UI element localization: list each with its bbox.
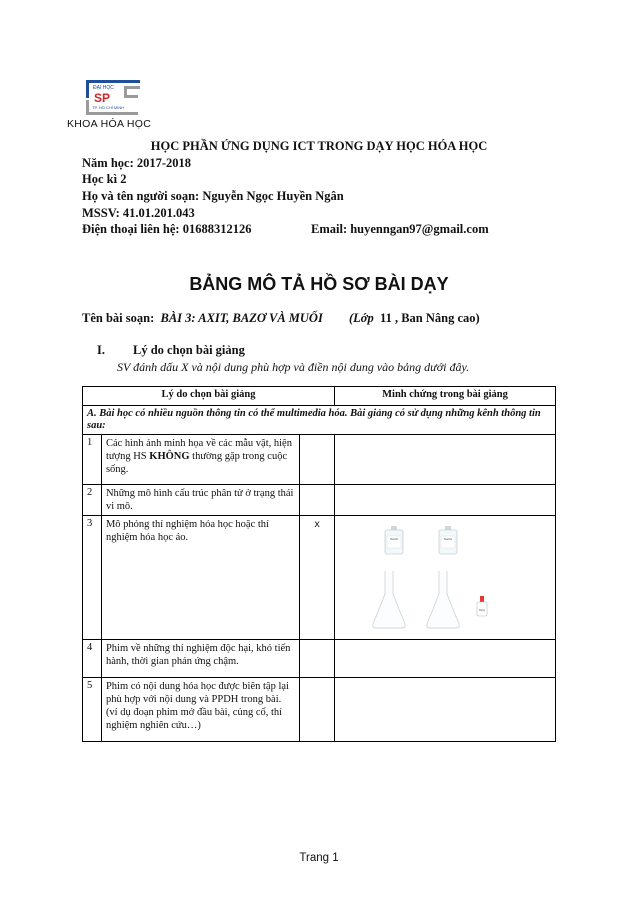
lesson-name: BÀI 3: AXIT, BAZƠ VÀ MUỐI <box>160 311 323 325</box>
row-number: 3 <box>83 516 102 640</box>
row-checkbox[interactable] <box>300 485 335 516</box>
row-checkbox[interactable]: x <box>300 516 335 640</box>
row-description: Phim có nội dung hóa học được biên tập lại phù hợp với nội dung và PPDH trong bài. (ví dụ đoạn phim mở đầu bài, củng cố, thí nghiệm nghiên cứu…) <box>101 678 299 742</box>
reagent-bottle-icon <box>385 526 403 554</box>
lab-glassware-illustration <box>335 516 555 636</box>
row-evidence[interactable] <box>335 485 556 516</box>
page-footer: Trang 1 <box>299 852 339 864</box>
lesson-label: Tên bài soạn: <box>82 311 155 325</box>
row-checkbox[interactable] <box>300 640 335 678</box>
row-number: 5 <box>83 678 102 742</box>
row-evidence[interactable] <box>335 640 556 678</box>
student-id: MSSV: 41.01.201.043 <box>82 206 195 220</box>
email: Email: huyenngan97@gmail.com <box>311 222 489 236</box>
table-row <box>83 516 556 640</box>
erlenmeyer-flask-icon <box>427 571 459 628</box>
row-description: Mô phỏng thí nghiệm hóa học hoặc thí nghiệm hóa học ảo. <box>101 516 299 640</box>
document-title: BẢNG MÔ TẢ HỒ SƠ BÀI DẠY <box>189 274 449 294</box>
class-open: (Lớp <box>349 311 374 325</box>
row-checkbox[interactable] <box>300 678 335 742</box>
row-desc-pre: Các hình ảnh minh họa về các mẫu vật, hiện tượng HS <box>105 438 292 462</box>
row-evidence[interactable] <box>335 516 556 640</box>
table-header-row <box>83 387 556 406</box>
bottle-label: NaOH <box>389 537 399 541</box>
row-number: 1 <box>83 435 102 485</box>
small-bottle-label: Dd(s) <box>478 609 486 612</box>
class-value: 11 , Ban Nâng cao) <box>380 311 480 325</box>
row-description <box>101 435 299 485</box>
row-description: Phim về những thí nghiệm độc hại, khó tiến hành, thời gian phản ứng chậm. <box>101 640 299 678</box>
row-checkbox[interactable] <box>300 435 335 485</box>
row-number: 2 <box>83 485 102 516</box>
erlenmeyer-flask-icon <box>373 571 405 628</box>
table-row <box>83 485 556 516</box>
table-row <box>83 678 556 742</box>
dropper-bottle-icon <box>477 596 487 616</box>
table-row <box>83 640 556 678</box>
school-year: Năm học: 2017-2018 <box>82 156 192 170</box>
row-description: Những mô hình cấu trúc phân tử ở trạng thái vi mô. <box>101 485 299 516</box>
row-number: 4 <box>83 640 102 678</box>
header-evidence: Minh chứng trong bài giảng <box>335 387 556 406</box>
logo-main-text: SP <box>94 91 111 105</box>
author-name: Họ và tên người soạn: Nguyễn Ngọc Huyền Ngân <box>82 189 344 203</box>
course-title: HỌC PHẦN ỨNG DỤNG ICT TRONG DẠY HỌC HÓA HỌC <box>150 139 488 153</box>
department-name: KHOA HÓA HỌC <box>67 118 152 130</box>
row-evidence[interactable] <box>335 678 556 742</box>
row-desc-keyword: KHÔNG <box>149 451 190 462</box>
row-evidence[interactable] <box>335 435 556 485</box>
lesson-line <box>82 311 323 326</box>
row-desc-post: thường gặp trong cuộc sống. <box>105 451 288 475</box>
group-a-row <box>83 406 556 435</box>
logo-bottom-text: TP. HỒ CHÍ MINH <box>92 105 125 110</box>
reagent-bottle-icon <box>439 526 457 554</box>
section-title: Lý do chọn bài giảng <box>133 343 245 357</box>
reason-table <box>82 386 556 742</box>
section-instruction: SV đánh dấu X và nội dung phù hợp và điền nội dung vào bảng dưới đây. <box>117 360 470 374</box>
university-logo-icon <box>80 78 144 116</box>
table-row <box>83 435 556 485</box>
phone: Điện thoại liên hệ: 01688312126 <box>82 222 252 236</box>
bottle-label: NaOH <box>443 537 453 541</box>
section-number: I. <box>97 343 105 357</box>
group-a-text: A. Bài học có nhiều nguồn thông tin có thể multimedia hóa. Bài giảng có sử dụng những kênh thông tin sau: <box>83 406 556 435</box>
class-info <box>349 311 480 326</box>
semester: Học kì 2 <box>82 172 127 186</box>
logo-top-text: ĐẠI HỌC <box>93 85 114 91</box>
header-reason: Lý do chọn bài giảng <box>83 387 335 406</box>
